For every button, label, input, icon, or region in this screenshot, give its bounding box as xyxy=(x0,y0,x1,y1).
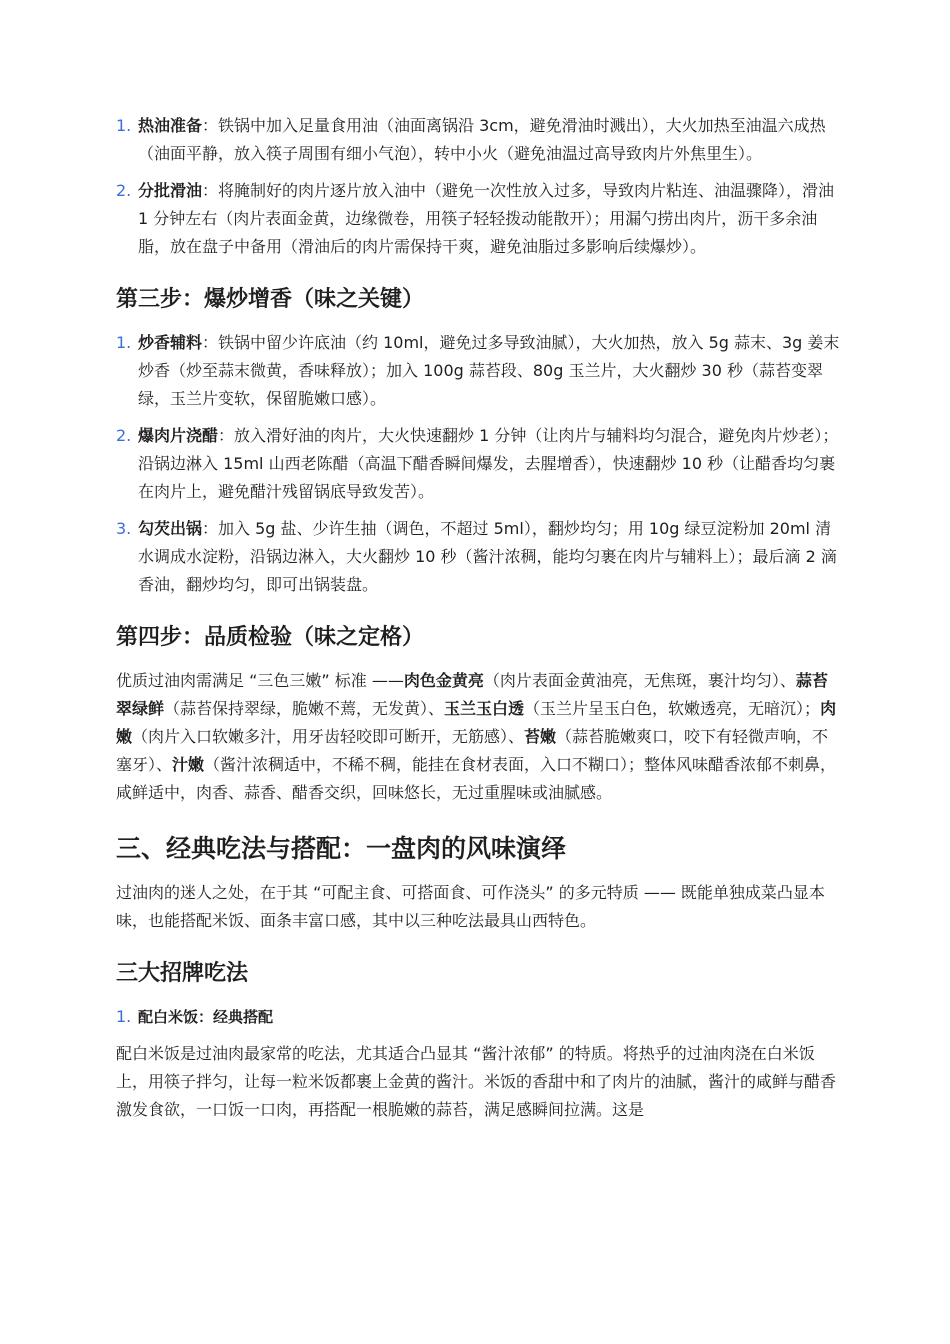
list-item xyxy=(116,515,842,599)
list-number: 2. xyxy=(116,181,132,200)
bold-term: 蒜苔翠绿鲜 xyxy=(116,671,828,718)
text: （肉片入口软嫩多汁，用牙齿轻咬即可断开，无筋感）、 xyxy=(132,727,525,746)
list-item-text: ：放入滑好油的肉片，大火快速翻炒 1 分钟（让肉片与辅料均匀混合，避免肉片炒老）；沿锅边淋入 15ml 山西老陈醋（高温下醋香瞬间爆发，去腥增香），快速翻炒 10 秒（让醋香均匀裹在肉片上，避免醋汁残留锅底导致发苦）。 xyxy=(138,426,839,501)
list-item-text: ：加入 5g 盐、少许生抽（调色，不超过 5ml），翻炒均匀；用 10g 绿豆淀粉加 20ml 清水调成水淀粉，沿锅边淋入，大火翻炒 10 秒（酱汁浓稠，能均匀裹在肉片与辅料上）；最后滴 2 滴香油，翻炒均匀，即可出锅装盘。 xyxy=(138,519,837,594)
text: （蒜苔脆嫩爽口，咬下有轻微声响，不塞牙）、 xyxy=(116,727,829,774)
list-item xyxy=(116,1003,842,1031)
bold-term: 肉嫩 xyxy=(116,699,837,746)
list-item xyxy=(116,177,842,261)
text: （肉片表面金黄油亮，无焦斑，裹汁均匀）、 xyxy=(483,671,796,690)
bold-term: 苔嫩 xyxy=(524,727,557,746)
step3-heading: 第三步：爆炒增香（味之关键） xyxy=(116,287,425,312)
bold-term: 肉色金黄亮 xyxy=(403,671,484,690)
list-number: 3. xyxy=(116,519,132,538)
bold-term: 汁嫩 xyxy=(172,755,205,774)
list-item-title: 炒香辅料 xyxy=(138,333,203,352)
list-item-title: 爆肉片浇醋 xyxy=(138,426,219,445)
list-number: 1. xyxy=(116,1007,132,1026)
section3-heading: 三、经典吃法与搭配：一盘肉的风味演绎 xyxy=(116,834,567,863)
list-item-text: ：铁锅中留少许底油（约 10ml，避免过多导致油腻），大火加热，放入 5g 蒜末、3g 姜末炒香（炒至蒜末微黄，香味释放）；加入 100g 蒜苔段、80g 玉兰片，大火翻炒 30 秒（蒜苔变翠绿，玉兰片变软，保留脆嫩口感）。 xyxy=(138,333,840,408)
step3-list xyxy=(116,329,842,599)
list-item-title: 分批滑油 xyxy=(138,181,203,200)
list-item xyxy=(116,422,842,506)
list-number: 2. xyxy=(116,426,132,445)
subsection-body: 配白米饭是过油肉最家常的吃法，尤其适合凸显其 “酱汁浓郁” 的特质。将热乎的过油肉浇在白米饭上，用筷子拌匀，让每一粒米饭都裹上金黄的酱汁。米饭的香甜中和了肉片的油腻，酱汁的咸鲜与醋香激发食欲，一口饭一口肉，再搭配一根脆嫩的蒜苔，满足感瞬间拉满。这是 xyxy=(116,1044,837,1119)
list-item xyxy=(116,112,842,168)
list-item-text: ：将腌制好的肉片逐片放入油中（避免一次性放入过多，导致肉片粘连、油温骤降），滑油 1 分钟左右（肉片表面金黄，边缘微卷，用筷子轻轻拨动能散开）；用漏勺捞出肉片，沥干多余油脂，放在盘子中备用（滑油后的肉片需保持干爽，避免油脂过多影响后续爆炒）。 xyxy=(138,181,835,256)
step4-paragraph xyxy=(116,667,842,807)
list-item-text: ：铁锅中加入足量食用油（油面离锅沿 3cm，避免滑油时溅出），大火加热至油温六成热（油面平静，放入筷子周围有细小气泡），转中小火（避免油温过高导致肉片外焦里生）。 xyxy=(138,116,826,163)
step4-heading: 第四步：品质检验（味之定格） xyxy=(116,625,425,650)
list-item xyxy=(116,329,842,413)
list-number: 1. xyxy=(116,333,132,352)
list-item-title: 热油准备 xyxy=(138,116,203,135)
section3-intro: 过油肉的迷人之处，在于其 “可配主食、可搭面食、可作浇头” 的多元特质 —— 既能单独成菜凸显本味，也能搭配米饭、面条丰富口感，其中以三种吃法最具山西特色。 xyxy=(116,883,825,930)
list-number: 1. xyxy=(116,116,132,135)
text: 优质过油肉需满足 “三色三嫩” 标准 —— xyxy=(116,671,404,690)
document-page xyxy=(116,112,842,1130)
step2-list xyxy=(116,112,842,261)
text: （蒜苔保持翠绿，脆嫩不蔫，无发黄）、 xyxy=(164,699,445,718)
subsection-heading: 三大招牌吃法 xyxy=(116,961,249,986)
list-item-title: 勾芡出锅 xyxy=(138,519,203,538)
bold-term: 玉兰玉白透 xyxy=(444,699,525,718)
list-item-title: 配白米饭：经典搭配 xyxy=(138,1008,274,1026)
text: （玉兰片呈玉白色，软嫩透亮，无暗沉）； xyxy=(524,699,821,718)
text: （酱汁浓稠适中，不稀不稠，能挂在食材表面，入口不糊口）；整体风味醋香浓郁不刺鼻，咸鲜适中，肉香、蒜香、醋香交织，回味悠长，无过重腥味或油腻感。 xyxy=(116,755,837,802)
